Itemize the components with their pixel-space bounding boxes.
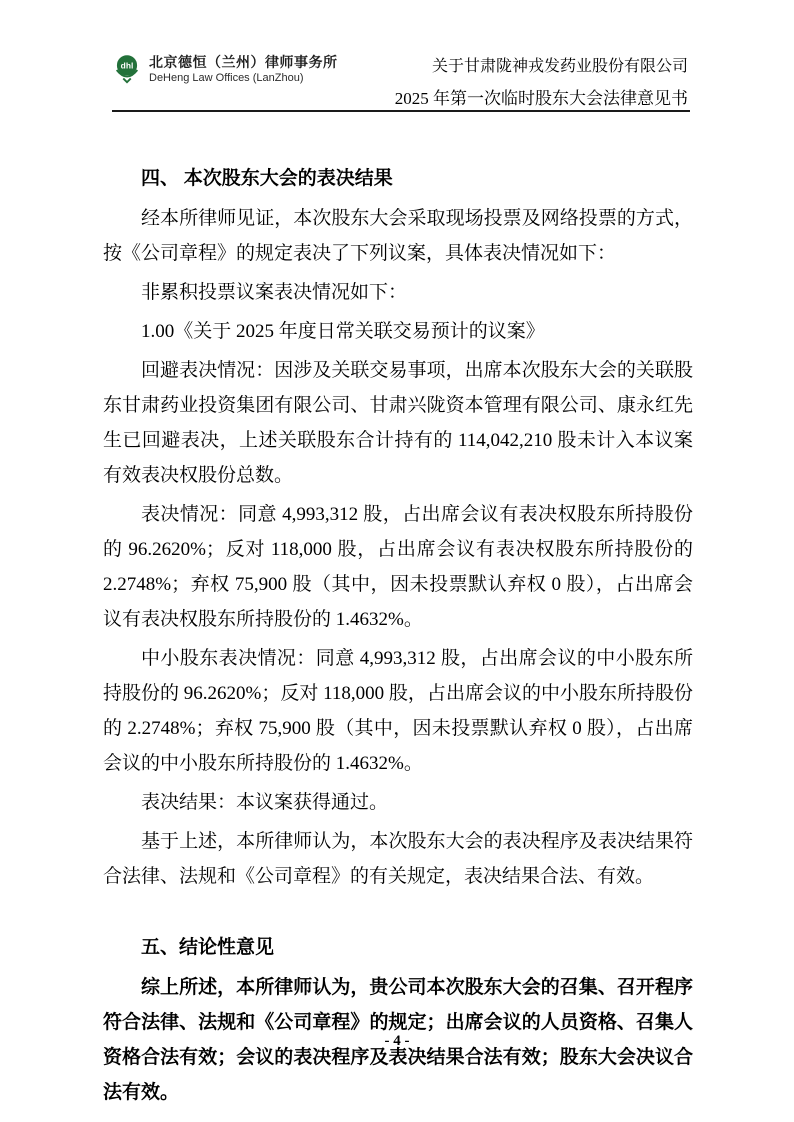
paragraph-noncumulative: 非累积投票议案表决情况如下：	[141, 282, 408, 303]
firm-name-en: DeHeng Law Offices (LanZhou)	[149, 72, 304, 84]
doc-title-meeting: 2025 年第一次临时股东大会法律意见书	[394, 89, 688, 108]
section-4-heading: 四、 本次股东大会的表决结果	[141, 168, 393, 189]
doc-title-company: 关于甘肃陇神戎发药业股份有限公司	[431, 58, 688, 75]
section-5-heading: 五、结论性意见	[141, 937, 275, 958]
deheng-logo-icon	[112, 54, 142, 86]
paragraph-voting-method: 经本所律师见证，本次股东大会采取现场投票及网络投票的方式，按《公司章程》的规定表决了下列议案，具体表决情况如下：	[103, 208, 693, 264]
firm-name-zh: 北京德恒（兰州）律师事务所	[149, 54, 338, 70]
header-firm-block	[112, 54, 338, 86]
paragraph-minority-result: 中小股东表决情况：同意 4,993,312 股，占出席会议的中小股东所持股份的 96.2620%；反对 118,000 股，占出席会议的中小股东所持股份的 2.2748%；弃权 75,900 股（其中，因未投票默认弃权 0 股），占出席会议的中小股东所持股份的 1.4632%。	[103, 648, 693, 774]
paragraph-abstention: 回避表决情况：因涉及关联交易事项，出席本次股东大会的关联股东甘肃药业投资集团有限公司、甘肃兴陇资本管理有限公司、康永红先生已回避表决，上述关联股东合计持有的 114,042,210 股未计入本议案有效表决权股份总数。	[103, 360, 693, 486]
paragraph-conclusion: 综上所述，本所律师认为，贵公司本次股东大会的召集、召开程序符合法律、法规和《公司章程》的规定；出席会议的人员资格、召集人资格合法有效；会议的表决程序及表决结果合法有效；股东大会决议合法有效。	[103, 977, 693, 1103]
document-body	[103, 161, 693, 1114]
paragraph-lawyer-opinion: 基于上述，本所律师认为，本次股东大会的表决程序及表决结果符合法律、法规和《公司章程》的有关规定，表决结果合法、有效。	[103, 831, 693, 887]
paragraph-outcome: 表决结果：本议案获得通过。	[141, 792, 389, 813]
header-doc-title	[395, 58, 688, 108]
firm-name	[149, 54, 338, 85]
paragraph-vote-result: 表决情况：同意 4,993,312 股，占出席会议有表决权股东所持股份的 96.2620%；反对 118,000 股，占出席会议有表决权股东所持股份的 2.2748%；弃权 75,900 股（其中，因未投票默认弃权 0 股），占出席会议有表决权股东所持股份的 1.4632%。	[103, 504, 693, 630]
header-divider	[112, 110, 690, 112]
page-number: - 4 -	[384, 1033, 410, 1049]
paragraph-proposal-title: 1.00《关于 2025 年度日常关联交易预计的议案》	[141, 321, 545, 342]
svg-text:dhl: dhl	[120, 60, 134, 71]
